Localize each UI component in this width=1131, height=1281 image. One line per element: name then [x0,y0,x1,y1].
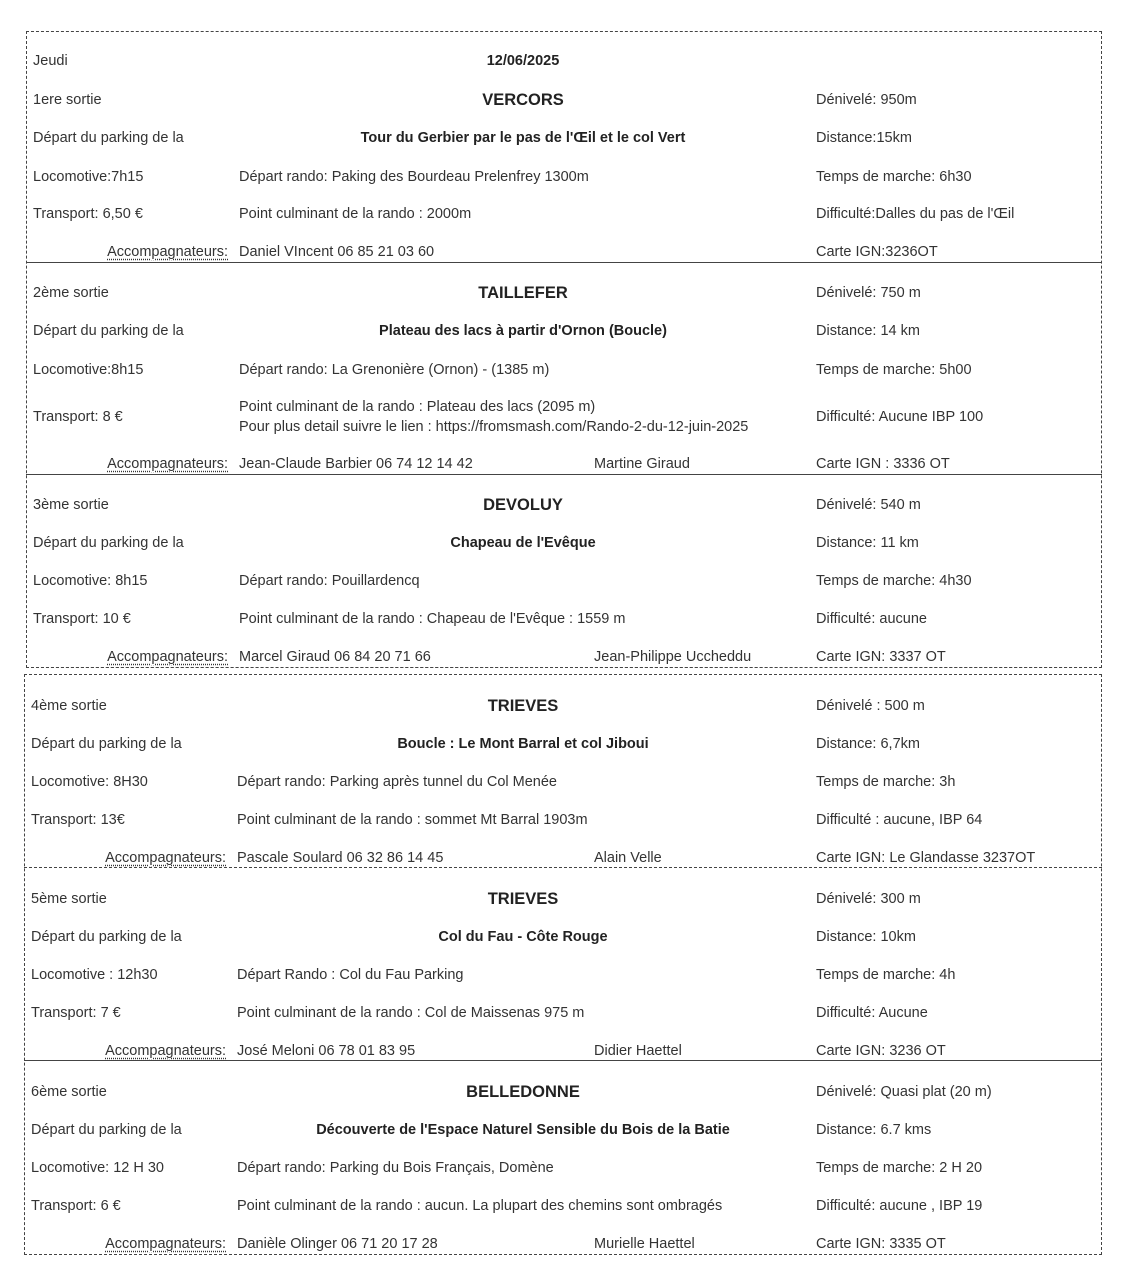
difficulty: Difficulté:Dalles du pas de l'Œil [816,206,1015,222]
locomotive-time: Locomotive: 8H30 [31,774,148,790]
denivele-value: Dénivelé: 300 m [816,891,921,907]
highest-point: Point culminant de la rando : Plateau des lacs (2095 m) [239,399,596,415]
distance-value: Distance: 14 km [816,323,920,339]
itinerary-title: Découverte de l'Espace Naturel Sensible du Bois de la Batie [316,1122,730,1138]
guide-1: Marcel Giraud 06 84 20 71 66 [239,649,431,665]
difficulty: Difficulté : aucune, IBP 64 [816,812,983,828]
guide-2: Martine Giraud [594,456,690,472]
transport-cost: Transport: 13€ [31,812,125,828]
ign-map: Carte IGN: 3337 OT [816,649,946,665]
ign-map: Carte IGN: 3236 OT [816,1043,946,1059]
walking-time: Temps de marche: 3h [816,774,956,790]
guide-1: Danièle Olinger 06 71 20 17 28 [237,1236,438,1252]
locomotive-time: Locomotive : 12h30 [31,967,158,983]
transport-cost: Transport: 10 € [33,611,131,627]
guide-1: Pascale Soulard 06 32 86 14 45 [237,850,444,866]
denivele-value: Dénivelé: 750 m [816,285,921,301]
depart-parking-label: Départ du parking de la [31,736,182,752]
walking-time: Temps de marche: 6h30 [816,169,972,185]
walking-time: Temps de marche: 2 H 20 [816,1160,983,1176]
itinerary-title: Boucle : Le Mont Barral et col Jiboui [397,736,649,752]
difficulty: Difficulté: Aucune [816,1005,928,1021]
ign-map: Carte IGN : 3336 OT [816,456,950,472]
depart-parking-label: Départ du parking de la [33,130,184,146]
guide-1: Daniel VIncent 06 85 21 03 60 [239,244,435,260]
locomotive-time: Locomotive:8h15 [33,362,144,378]
denivele-value: Dénivelé : 500 m [816,698,925,714]
guide-2: Didier Haettel [594,1043,682,1059]
massif-title: TRIEVES [487,890,559,908]
sortie-label: 3ème sortie [33,497,109,513]
difficulty: Difficulté: aucune [816,611,927,627]
distance-value: Distance: 6,7km [816,736,920,752]
highest-point: Point culminant de la rando : 2000m [239,206,472,222]
walking-time: Temps de marche: 5h00 [816,362,972,378]
transport-cost: Transport: 7 € [31,1005,121,1021]
itinerary-title: Tour du Gerbier par le pas de l'Œil et le col Vert [360,130,686,146]
depart-rando: Départ rando: Parking après tunnel du Col Menée [237,774,557,790]
difficulty: Difficulté: aucune , IBP 19 [816,1198,983,1214]
sortie-label: 2ème sortie [33,285,109,301]
sortie-label: 4ème sortie [31,698,107,714]
ign-map: Carte IGN: Le Glandasse 3237OT [816,850,1036,866]
section-divider [26,474,1102,475]
depart-parking-label: Départ du parking de la [31,1122,182,1138]
guide-1: José Meloni 06 78 01 83 95 [237,1043,416,1059]
denivele-value: Dénivelé: Quasi plat (20 m) [816,1084,992,1100]
locomotive-time: Locomotive: 8h15 [33,573,148,589]
depart-rando: Départ rando: Paking des Bourdeau Prelenfrey 1300m [239,169,589,185]
section-divider [24,1060,1102,1061]
walking-time: Temps de marche: 4h [816,967,956,983]
locomotive-time: Locomotive:7h15 [33,169,144,185]
guide-2: Alain Velle [594,850,662,866]
denivele-value: Dénivelé: 950m [816,92,917,108]
guides-label: Accompagnateurs: [105,1043,226,1059]
itinerary-title: Plateau des lacs à partir d'Ornon (Boucle) [379,323,667,339]
distance-value: Distance: 10km [816,929,916,945]
guide-1: Jean-Claude Barbier 06 74 12 14 42 [239,456,473,472]
ign-map: Carte IGN:3236OT [816,244,938,260]
highest-point: Point culminant de la rando : Chapeau de l'Evêque : 1559 m [239,611,626,627]
distance-value: Distance: 6.7 kms [816,1122,932,1138]
depart-rando: Départ rando: La Grenonière (Ornon) - (1385 m) [239,362,550,378]
massif-title: TRIEVES [487,697,559,715]
guides-label: Accompagnateurs: [107,456,228,472]
depart-parking-label: Départ du parking de la [33,535,184,551]
transport-cost: Transport: 6,50 € [33,206,143,222]
section-divider [24,867,1102,868]
distance-value: Distance: 11 km [816,535,919,551]
sortie-label: 1ere sortie [33,92,102,108]
highest-point: Point culminant de la rando : aucun. La plupart des chemins sont ombragés [237,1198,723,1214]
ign-map: Carte IGN: 3335 OT [816,1236,946,1252]
massif-title: VERCORS [482,91,564,109]
depart-rando: Départ rando: Pouillardencq [239,573,420,589]
guides-label: Accompagnateurs: [105,1236,226,1252]
sortie-label: 5ème sortie [31,891,107,907]
depart-rando: Départ rando: Parking du Bois Français, Domène [237,1160,554,1176]
massif-title: DEVOLUY [483,496,563,514]
section-divider [26,262,1102,263]
transport-cost: Transport: 8 € [33,409,123,425]
sortie-label: 6ème sortie [31,1084,107,1100]
walking-time: Temps de marche: 4h30 [816,573,972,589]
depart-rando: Départ Rando : Col du Fau Parking [237,967,464,983]
transport-cost: Transport: 6 € [31,1198,121,1214]
difficulty: Difficulté: Aucune IBP 100 [816,409,984,425]
section-divider [26,667,1102,668]
guides-label: Accompagnateurs: [105,850,226,866]
distance-value: Distance:15km [816,130,912,146]
day-label: Jeudi [33,53,68,69]
highest-point: Point culminant de la rando : Col de Maissenas 975 m [237,1005,585,1021]
guide-2: Jean-Philippe Uccheddu [594,649,752,665]
itinerary-title: Chapeau de l'Evêque [450,535,596,551]
massif-title: BELLEDONNE [466,1083,580,1101]
guides-label: Accompagnateurs: [107,244,228,260]
guide-2: Murielle Haettel [594,1236,695,1252]
massif-title: TAILLEFER [478,284,568,302]
itinerary-title: Col du Fau - Côte Rouge [438,929,608,945]
depart-parking-label: Départ du parking de la [33,323,184,339]
highest-point: Point culminant de la rando : sommet Mt Barral 1903m [237,812,588,828]
guides-label: Accompagnateurs: [107,649,228,665]
details-link: Pour plus detail suivre le lien : https://fromsmash.com/Rando-2-du-12-juin-2025 [239,419,749,435]
denivele-value: Dénivelé: 540 m [816,497,921,513]
depart-parking-label: Départ du parking de la [31,929,182,945]
locomotive-time: Locomotive: 12 H 30 [31,1160,164,1176]
date-label: 12/06/2025 [486,53,560,69]
